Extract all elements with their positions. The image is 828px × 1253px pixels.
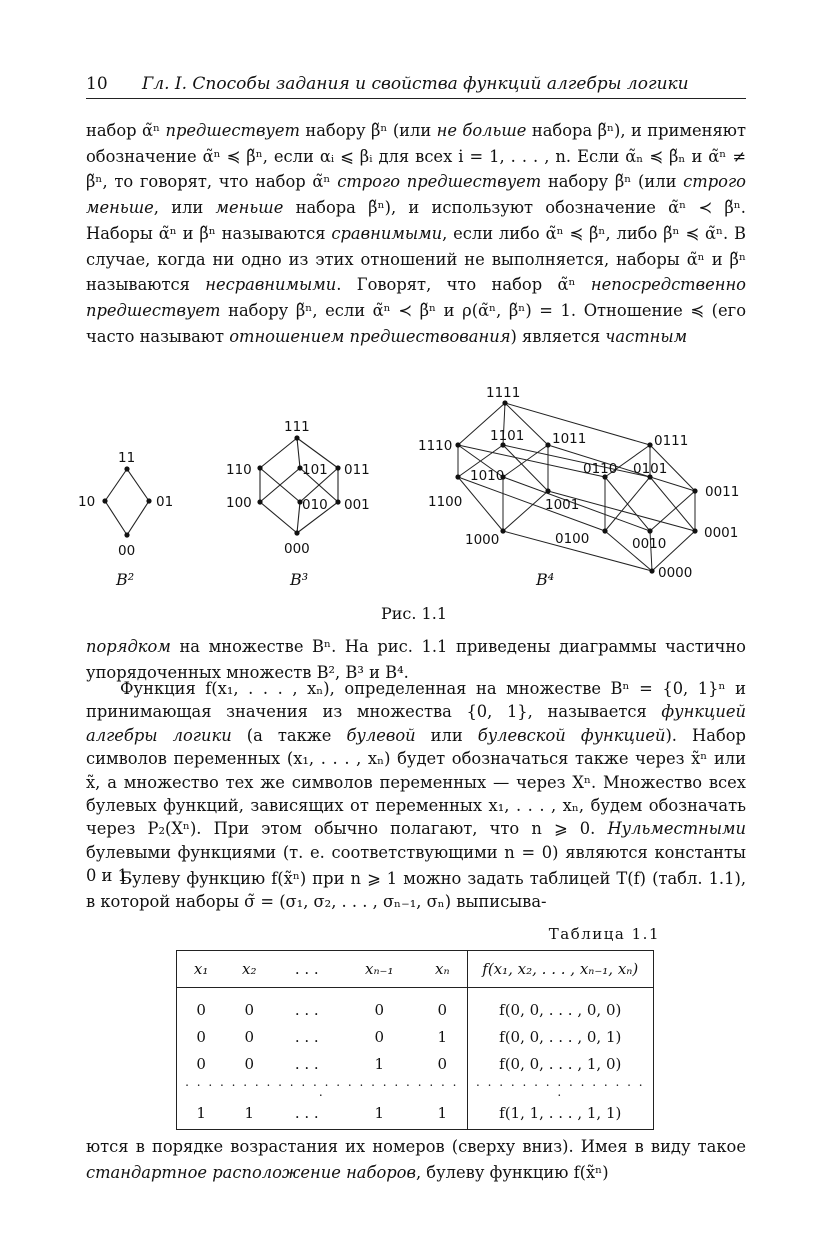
table-dots-left: . . . . . . . . . . . . . . . . . . . . . . . . . (185, 1075, 459, 1099)
b4-node: 1101 (490, 428, 525, 444)
b4-node: 1100 (428, 494, 463, 510)
header-cell: xₙ (418, 951, 467, 988)
table-dots-row (177, 1077, 654, 1097)
b4-node: 1001 (545, 497, 580, 513)
b3-node: 100 (226, 495, 252, 511)
b3-node: 101 (302, 462, 328, 478)
paragraph-1: набор α̃ⁿ предшествует набору β̃ⁿ (или не больше набора β̃ⁿ), и применяют обозначение α̃ⁿ ≼ β̃ⁿ, если αᵢ ⩽ βᵢ для всех i = 1, . . . , n. Если α̃ₙ ≼ β̃ₙ и α̃ⁿ ≠ β̃ⁿ, то говорят, что набор α̃ⁿ строго предшествует набору β̃ⁿ (или строго меньше, или меньше набора β̃ⁿ), и используют обозначение α̃ⁿ ≺ β̃ⁿ. Наборы α̃ⁿ и β̃ⁿ называются сравнимыми, если либо α̃ⁿ ≼ β̃ⁿ, либо β̃ⁿ ≼ α̃ⁿ. В случае, когда ни одно из этих отношений не выполняется, наборы α̃ⁿ и β̃ⁿ называются несравнимыми. Говорят, что набор α̃ⁿ непосредственно предшествует набору β̃ⁿ, если α̃ⁿ ≺ β̃ⁿ и ρ(α̃ⁿ, β̃ⁿ) = 1. Отношение ≼ (его часто называют отношением предшествования) является частным (86, 121, 747, 346)
table-row (177, 988, 654, 1024)
b4-node: 0010 (632, 536, 667, 552)
b3-node: 010 (302, 497, 328, 513)
header-cell: . . . (273, 951, 340, 988)
b4-node: 1011 (552, 431, 587, 447)
paragraph-2: порядком на множестве Bⁿ. На рис. 1.1 приведены диаграммы частично упорядоченных множеств B², B³ и B⁴. (86, 637, 746, 682)
running-title: Гл. I. Способы задания и свойства функций алгебры логики (142, 74, 689, 94)
table-cell: 0 (437, 1000, 448, 1019)
paragraph-4: Булеву функцию f(x̃ⁿ) при n ⩾ 1 можно задать таблицей T(f) (табл. 1.1), в которой наборы σ̃ = (σ₁, σ₂, . . . , σₙ₋₁, σₙ) выписыва- (86, 869, 746, 912)
hasse-diagrams (80, 385, 750, 595)
b4-node: 0000 (658, 565, 693, 581)
table-cell: 1 (244, 1103, 254, 1122)
table-cell: 0 (437, 1054, 448, 1073)
b4-node: 1010 (470, 468, 505, 484)
table-cell: 0 (196, 1054, 206, 1073)
b4-node: 1111 (486, 385, 521, 401)
table-row (177, 1097, 654, 1129)
b4-node: 0110 (583, 461, 618, 477)
table-dots-right: . . . . . . . . . . . . . . . . (467, 1077, 653, 1097)
b4-node: 0101 (633, 461, 668, 477)
table-cell: 1 (374, 1054, 384, 1073)
header-cell: x₂ (225, 951, 273, 988)
page-number: 10 (86, 74, 108, 94)
b3-node: 001 (344, 497, 370, 513)
table-cell: 0 (196, 1000, 206, 1019)
header-cell: xₙ₋₁ (340, 951, 418, 988)
table-caption: Таблица 1.1 (548, 925, 660, 943)
b3-node: 111 (284, 419, 310, 435)
b4-node: 0100 (555, 531, 590, 547)
table-cell: f(0, 0, . . . , 1, 0) (467, 1050, 653, 1077)
b4-node: 1110 (418, 438, 453, 454)
table-cell: 1 (374, 1103, 384, 1122)
table-cell: f(1, 1, . . . , 1, 1) (467, 1097, 653, 1129)
table-cell: . . . (294, 1000, 319, 1019)
header-cell: x₁ (177, 951, 226, 988)
table-cell: 0 (374, 1000, 384, 1019)
table-cell: 1 (437, 1027, 448, 1046)
table-cell: 0 (244, 1027, 254, 1046)
diagram-b3 (260, 438, 338, 533)
figure-caption: Рис. 1.1 (380, 604, 447, 623)
b2-node: 11 (118, 450, 136, 466)
b3-node: 110 (226, 462, 252, 478)
b2-node: 00 (118, 543, 136, 559)
table-cell: f(0, 0, . . . , 0, 0) (467, 988, 653, 1024)
header-cell: f(x₁, x₂, . . . , xₙ₋₁, xₙ) (467, 951, 653, 988)
b4-node: 0001 (704, 525, 739, 541)
b4-node: 1000 (465, 532, 500, 548)
truth-table (176, 950, 654, 1130)
table-row (177, 1023, 654, 1050)
b4-node: 0111 (654, 433, 689, 449)
table-cell: 0 (244, 1000, 254, 1019)
table-row (177, 1050, 654, 1077)
table-cell: 0 (374, 1027, 384, 1046)
table-cell: 1 (437, 1103, 448, 1122)
table-cell: . . . (294, 1103, 319, 1122)
b4-node: 0011 (705, 484, 740, 500)
b3-label: B³ (290, 570, 309, 589)
running-header (86, 74, 746, 99)
table-header-row (177, 951, 654, 988)
diagram-b2 (105, 469, 149, 535)
table-cell: 1 (196, 1103, 206, 1122)
paragraph-5: ются в порядке возрастания их номеров (сверху вниз). Имея в виду такое стандартное расположение наборов, булеву функцию f(x̃ⁿ) (86, 1137, 746, 1182)
b3-node: 000 (284, 541, 310, 557)
b2-node: 01 (156, 494, 174, 510)
b4-label: B⁴ (536, 570, 555, 589)
b2-node: 10 (78, 494, 96, 510)
table-cell: . . . (294, 1027, 319, 1046)
table-cell: . . . (294, 1054, 319, 1073)
b2-label: B² (116, 570, 135, 589)
table-cell: 0 (244, 1054, 254, 1073)
table-cell: f(0, 0, . . . , 0, 1) (467, 1023, 653, 1050)
paragraph-3: Функция f(x₁, . . . , xₙ), определенная на множестве Bⁿ = {0, 1}ⁿ и принимающая значения из множества {0, 1}, называется функцией алгебры логики (а также булевой или булевской функцией). Набор символов переменных (x₁, . . . , xₙ) будет обозначаться также через x̃ⁿ или x̃, а множество тех же символов переменных — через Xⁿ. Множество всех булевых функций, зависящих от переменных x₁, . . . , xₙ, будем обозначать через P₂(Xⁿ). При этом обычно полагают, что n ⩾ 0. Нульместными булевыми функциями (т. е. соответствующими n = 0) являются константы 0 и 1. (86, 679, 746, 886)
table-cell: 0 (196, 1027, 206, 1046)
b3-node: 011 (344, 462, 370, 478)
